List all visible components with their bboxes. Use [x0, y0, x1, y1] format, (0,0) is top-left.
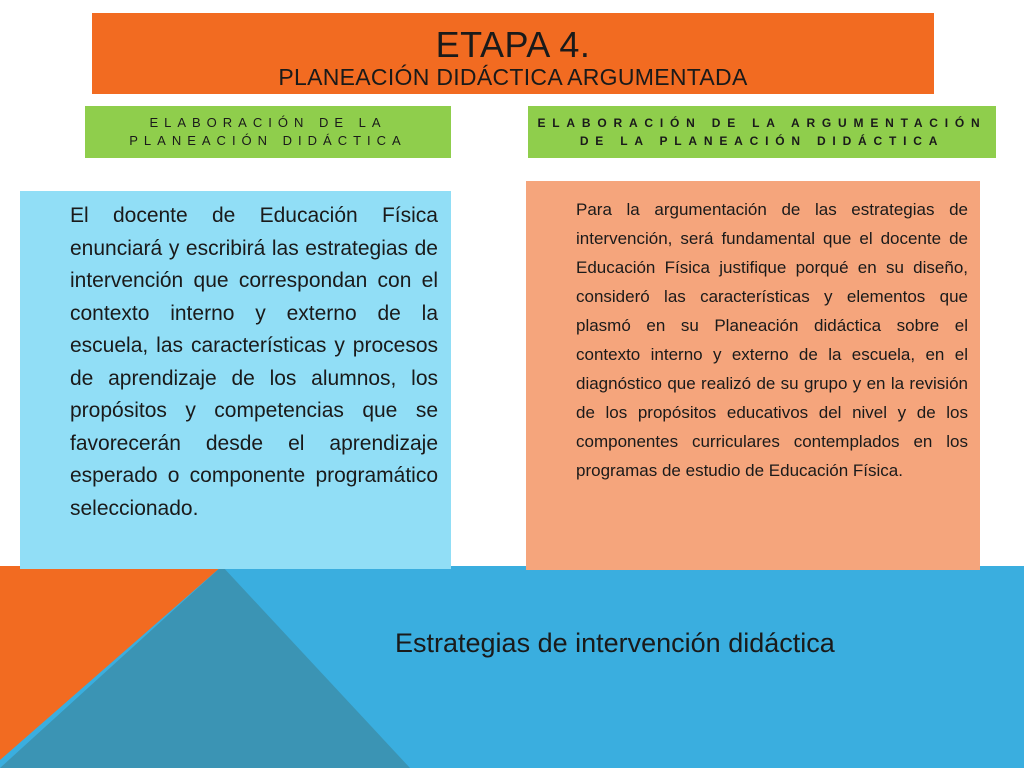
- right-panel-header: [528, 106, 996, 158]
- left-panel-header-text: ELABORACIÓN DE LA PLANEACIÓN DIDÁCTICA: [129, 115, 407, 148]
- right-panel-body: [526, 181, 980, 570]
- left-panel-text: El docente de Educación Física enunciará y escribirá las estrategias de intervención que correspondan con el contexto interno y externo de la escuela, las características y procesos de aprendizaje de los alumnos, los propósitos y competencias que se favorecerán desde el aprendizaje esperado o componente programático seleccionado.: [70, 204, 438, 520]
- bottom-caption: Estrategias de intervención didáctica: [395, 628, 835, 658]
- page-subtitle: PLANEACIÓN DIDÁCTICA ARGUMENTADA: [278, 64, 748, 90]
- page-title: ETAPA 4.: [435, 24, 591, 65]
- title-banner: [92, 13, 934, 94]
- left-panel-body: [20, 191, 451, 569]
- right-panel-text: Para la argumentación de las estrategias de intervención, será fundamental que el docente de Educación Física justifique porqué en su diseño, consideró las características y elementos que plasmó en su Planeación didáctica sobre el contexto interno y externo de la escuela, en el diagnóstico que realizó de su grupo y en la revisión de los propósitos educativos del nivel y de los componentes curriculares contemplados en los programas de estudio de Educación Física.: [576, 200, 968, 480]
- left-panel-header: [85, 106, 451, 158]
- right-panel-header-text: ELABORACIÓN DE LA ARGUMENTACIÓN DE LA PLANEACIÓN DIDÁCTICA: [537, 116, 987, 148]
